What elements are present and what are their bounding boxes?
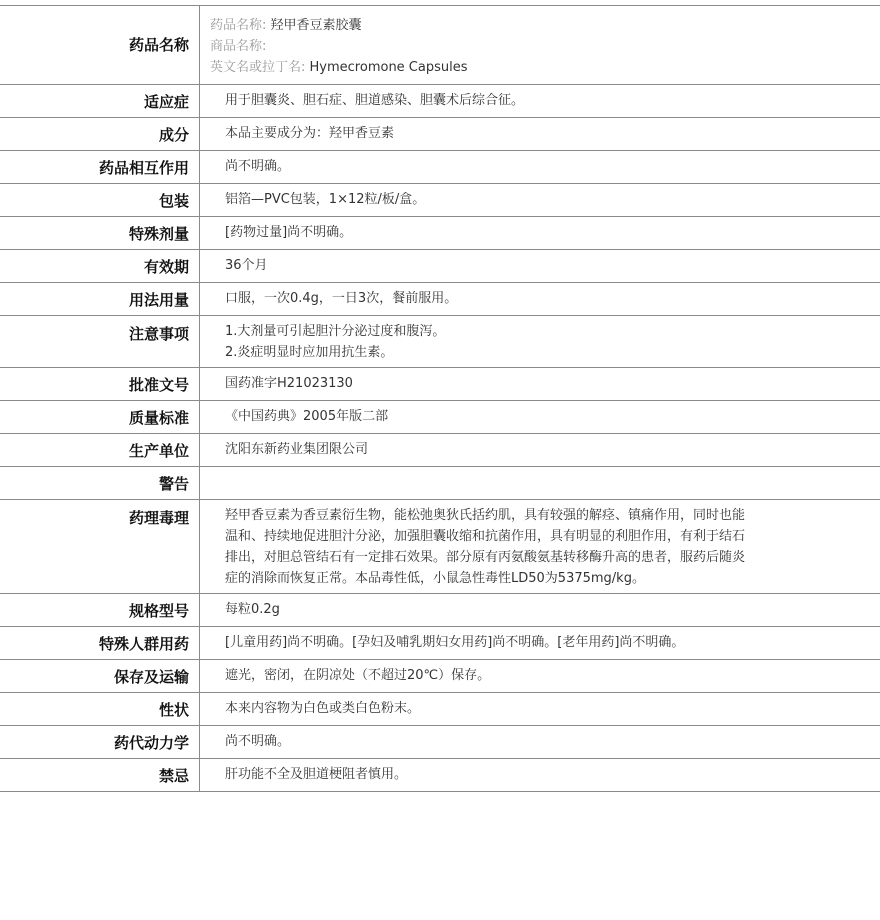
row-precautions (0, 316, 880, 368)
row-value (200, 184, 880, 216)
row-packaging (0, 184, 880, 217)
trade-name-key: 商品名称: (210, 39, 267, 54)
row-special-dosage (0, 217, 880, 250)
row-label: 用法用量 (0, 283, 200, 315)
row-indications (0, 85, 880, 118)
row-value (200, 368, 880, 400)
row-label: 保存及运输 (0, 660, 200, 692)
value-line: 沈阳东新药业集团限公司 (225, 442, 369, 457)
value-line: 2.炎症明显时应加用抗生素。 (225, 345, 394, 360)
value-line: 用于胆囊炎、胆石症、胆道感染、胆囊术后综合征。 (225, 93, 525, 108)
value-line: 肝功能不全及胆道梗阻者慎用。 (225, 767, 408, 782)
generic-name-key: 药品名称: (210, 18, 267, 33)
drug-info-table (0, 5, 880, 792)
english-name-value: Hymecromone Capsules (309, 60, 468, 75)
value-line: 遮光，密闭，在阴凉处（不超过20℃）保存。 (225, 668, 491, 683)
row-value (200, 283, 880, 315)
row-label: 药品名称 (0, 6, 200, 84)
row-label: 特殊剂量 (0, 217, 200, 249)
value-line: 尚不明确。 (225, 734, 291, 749)
value-line: [药物过量]尚不明确。 (225, 225, 353, 240)
generic-name-value: 羟甲香豆素胶囊 (270, 18, 362, 33)
row-value (200, 118, 880, 150)
english-name-key: 英文名或拉丁名: (210, 60, 306, 75)
row-warning (0, 467, 880, 500)
value-line: 36个月 (225, 258, 268, 273)
row-label: 注意事项 (0, 316, 200, 367)
value-line: 本来内容物为白色或类白色粉末。 (225, 701, 421, 716)
row-storage (0, 660, 880, 693)
trade-name-line (210, 36, 860, 57)
row-label: 生产单位 (0, 434, 200, 466)
row-value (200, 500, 880, 593)
row-description (0, 693, 880, 726)
row-value (200, 401, 880, 433)
row-value (200, 759, 880, 791)
row-label: 有效期 (0, 250, 200, 282)
value-line: 温和、持续地促进胆汁分泌，加强胆囊收缩和抗菌作用，具有明显的利胆作用，有利于结石 (225, 529, 746, 544)
row-value (200, 726, 880, 758)
row-value (200, 151, 880, 183)
row-value (200, 627, 880, 659)
row-label: 警告 (0, 467, 200, 499)
row-shelf-life (0, 250, 880, 283)
row-label: 药品相互作用 (0, 151, 200, 183)
row-label: 特殊人群用药 (0, 627, 200, 659)
row-drug-name (0, 6, 880, 85)
value-line: 国药准字H21023130 (225, 376, 353, 391)
value-line: 每粒0.2g (225, 602, 280, 617)
row-label: 性状 (0, 693, 200, 725)
value-line: 《中国药典》2005年版二部 (225, 409, 389, 424)
value-line: [儿童用药]尚不明确。[孕妇及哺乳期妇女用药]尚不明确。[老年用药]尚不明确。 (225, 635, 685, 650)
value-line: 尚不明确。 (225, 159, 291, 174)
row-specification (0, 594, 880, 627)
row-contraindications (0, 759, 880, 792)
row-quality-standard (0, 401, 880, 434)
row-manufacturer (0, 434, 880, 467)
value-line: 1.大剂量可引起胆汁分泌过度和腹泻。 (225, 324, 446, 339)
row-value (200, 660, 880, 692)
row-label: 质量标准 (0, 401, 200, 433)
value-line: 本品主要成分为：羟甲香豆素 (225, 126, 395, 141)
english-name-line (210, 57, 860, 78)
row-value (200, 594, 880, 626)
row-interactions (0, 151, 880, 184)
row-value (200, 316, 880, 367)
value-line: 排出，对胆总管结石有一定排石效果。部分原有丙氨酸氨基转移酶升高的患者，服药后随炎 (225, 550, 746, 565)
name-value-cell (200, 6, 880, 84)
row-value (200, 467, 880, 499)
row-value (200, 434, 880, 466)
row-special-populations (0, 627, 880, 660)
row-label: 成分 (0, 118, 200, 150)
row-approval-number (0, 368, 880, 401)
value-line: 羟甲香豆素为香豆素衍生物，能松弛奥狄氏括约肌，具有较强的解痉、镇痛作用，同时也能 (225, 508, 746, 523)
row-label: 禁忌 (0, 759, 200, 791)
row-value (200, 85, 880, 117)
row-ingredients (0, 118, 880, 151)
row-label: 药理毒理 (0, 500, 200, 593)
row-pharmacology (0, 500, 880, 594)
row-value (200, 217, 880, 249)
row-label: 适应症 (0, 85, 200, 117)
row-label: 包装 (0, 184, 200, 216)
row-label: 药代动力学 (0, 726, 200, 758)
generic-name-line (210, 15, 860, 36)
row-value (200, 250, 880, 282)
row-dosage (0, 283, 880, 316)
row-value (200, 693, 880, 725)
row-label: 规格型号 (0, 594, 200, 626)
value-line: 口服，一次0.4g，一日3次，餐前服用。 (225, 291, 458, 306)
row-label: 批准文号 (0, 368, 200, 400)
value-line: 铝箔—PVC包装，1×12粒/板/盒。 (225, 192, 426, 207)
row-pharmacokinetics (0, 726, 880, 759)
value-line: 症的消除而恢复正常。本品毒性低，小鼠急性毒性LD50为5375mg/kg。 (225, 571, 645, 586)
